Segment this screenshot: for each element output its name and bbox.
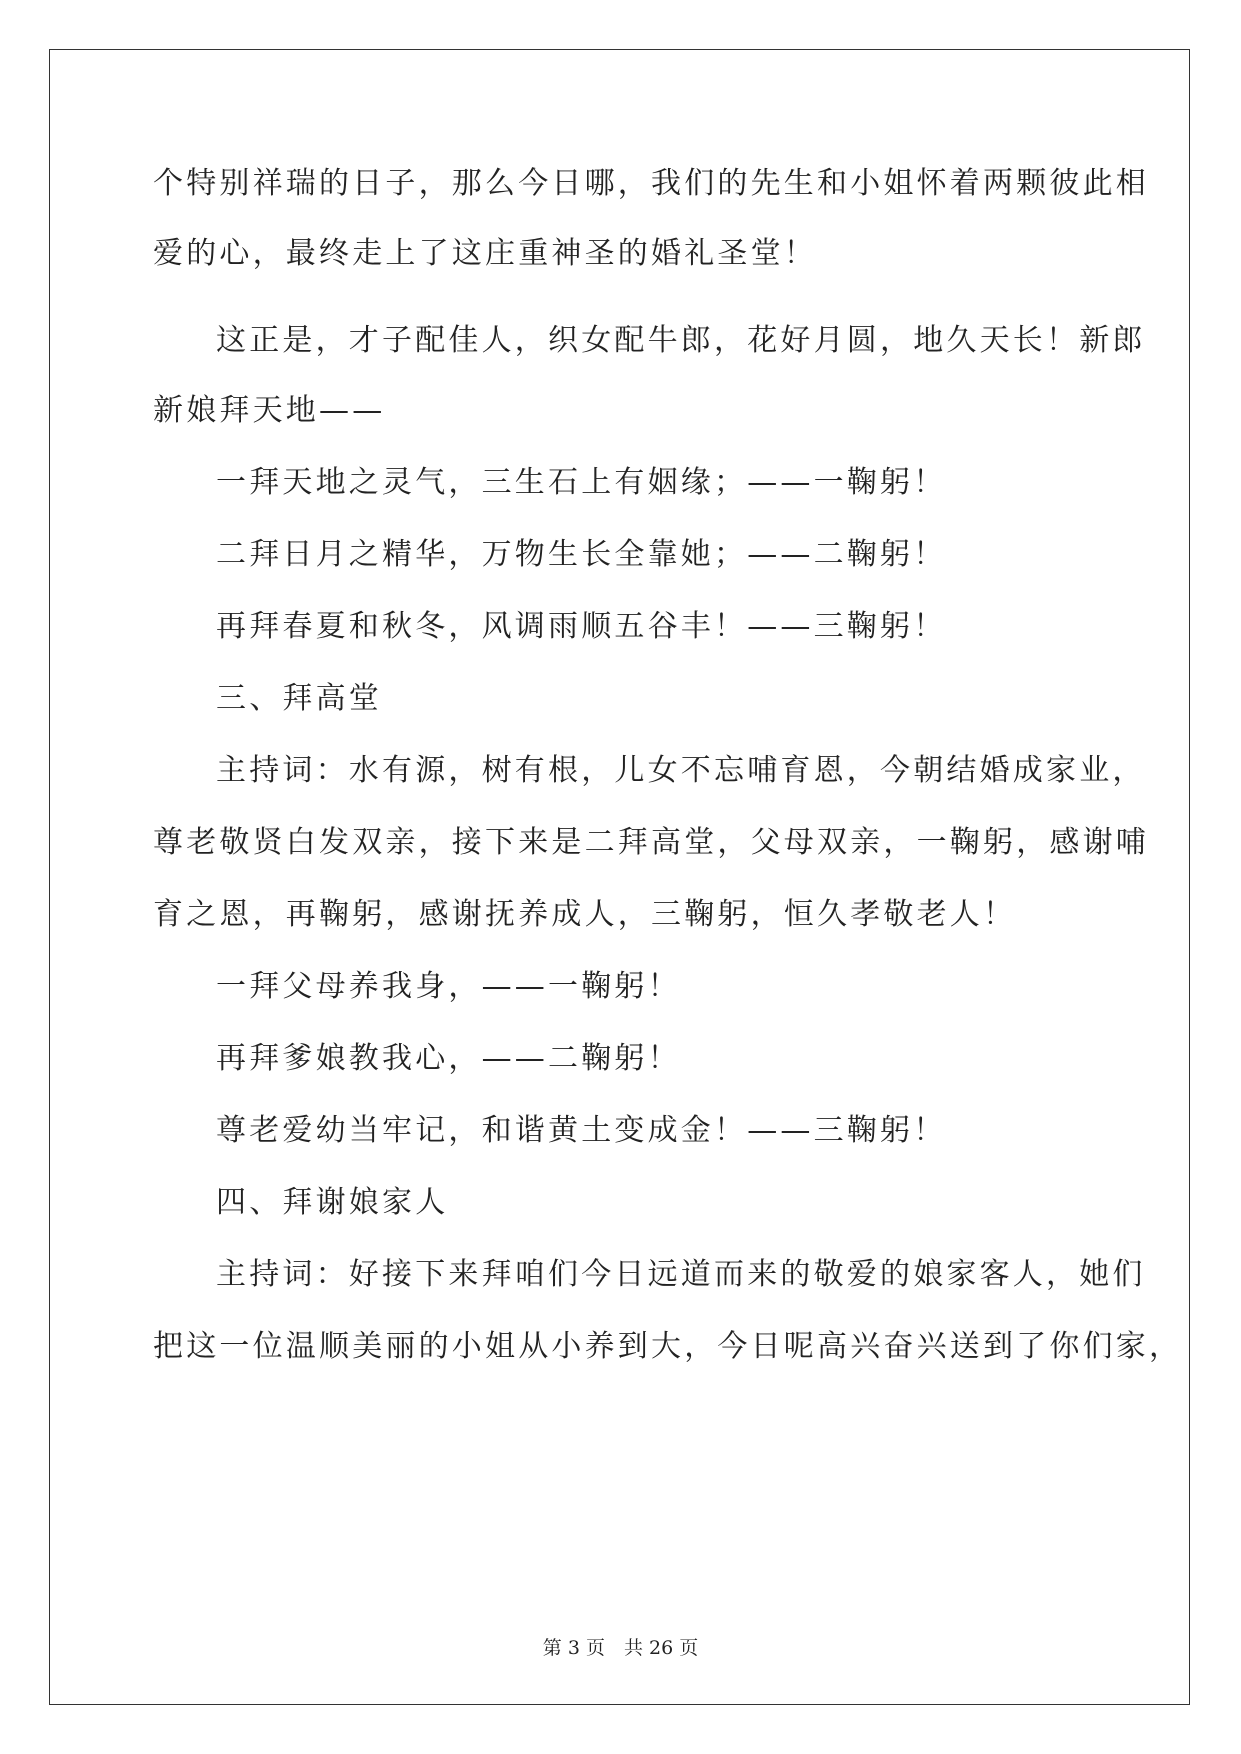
page-number-footer: 第 3 页 共 26 页 (542, 1637, 699, 1659)
paragraph-line: 一拜天地之灵气，三生石上有姻缘；——一鞠躬！ (216, 465, 947, 500)
document-body (153, 164, 1183, 1367)
section-heading: 三、拜高堂 (216, 681, 382, 716)
text-line: 把这一位温顺美丽的小姐从小养到大，今日呢高兴奋兴送到了你们家， (153, 1329, 1183, 1364)
section-heading: 四、拜谢娘家人 (216, 1185, 449, 1220)
paragraph-line: 一拜父母养我身，——一鞠躬！ (216, 969, 681, 1004)
paragraph-line: 主持词：好接下来拜咱们今日远道而来的敬爱的娘家客人，她们 (216, 1257, 1146, 1292)
paragraph-line: 尊老爱幼当牢记，和谐黄土变成金！——三鞠躬！ (216, 1113, 947, 1148)
paragraph-line: 再拜春夏和秋冬，风调雨顺五谷丰！——三鞠躬！ (216, 609, 947, 644)
text-line: 爱的心，最终走上了这庄重神圣的婚礼圣堂！ (153, 236, 817, 271)
paragraph-line: 再拜爹娘教我心，——二鞠躬！ (216, 1041, 681, 1076)
paragraph-line: 主持词：水有源，树有根，儿女不忘哺育恩，今朝结婚成家业， (216, 753, 1146, 788)
text-line: 个特别祥瑞的日子，那么今日哪，我们的先生和小姐怀着两颗彼此相 (153, 166, 1149, 201)
text-line: 尊老敬贤白发双亲，接下来是二拜高堂，父母双亲，一鞠躬，感谢哺 (153, 825, 1149, 860)
text-line: 育之恩，再鞠躬，感谢抚养成人，三鞠躬，恒久孝敬老人！ (153, 897, 1017, 932)
text-line: 新娘拜天地—— (153, 393, 386, 428)
paragraph-line: 二拜日月之精华，万物生长全靠她；——二鞠躬！ (216, 537, 947, 572)
paragraph-line: 这正是，才子配佳人，织女配牛郎，花好月圆，地久天长！新郎 (216, 323, 1146, 358)
